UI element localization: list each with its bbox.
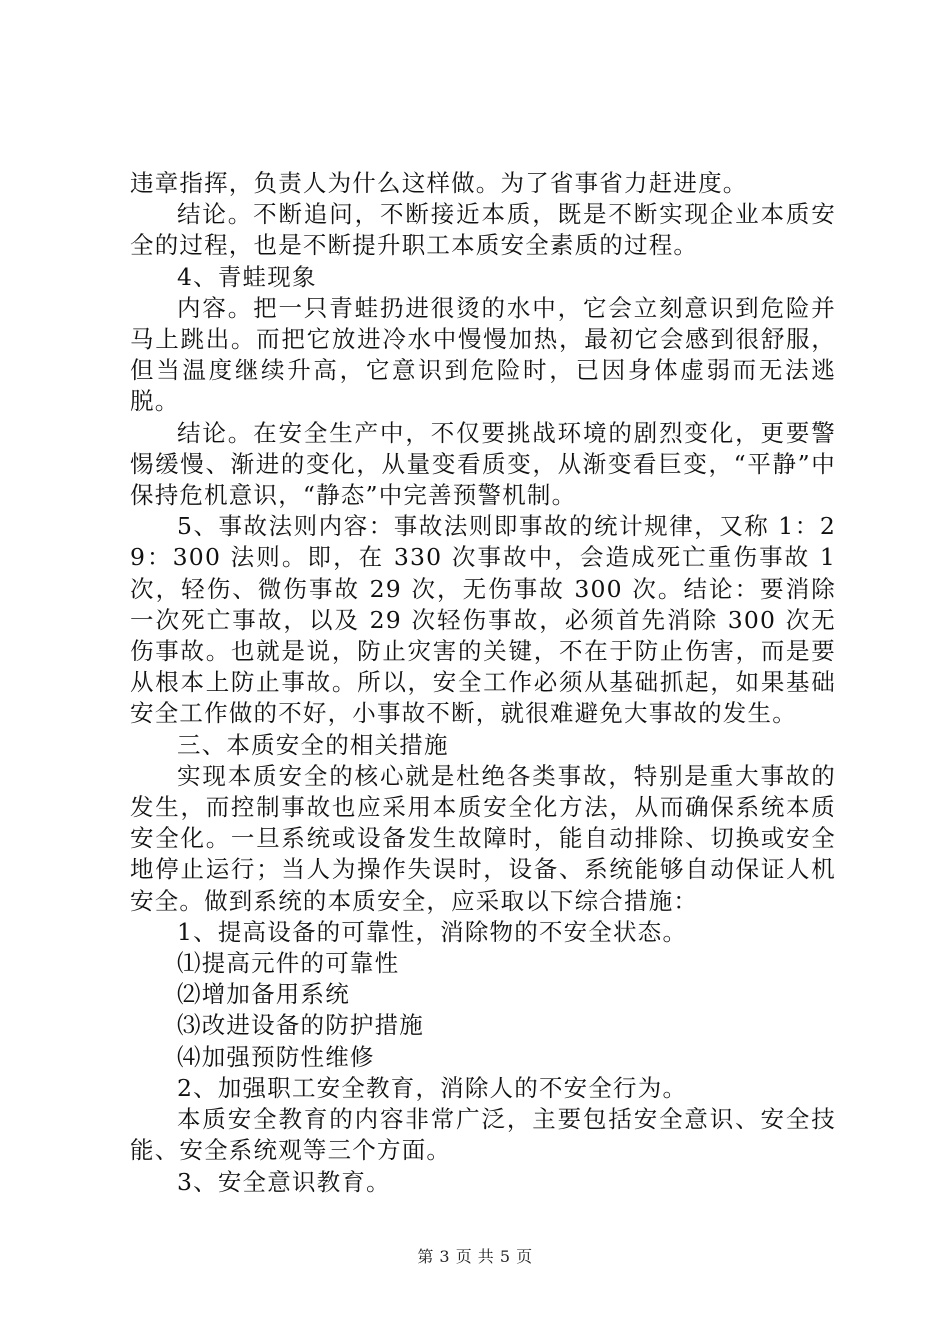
document-body bbox=[130, 168, 836, 1198]
page-number-footer: 第 3 页 共 5 页 bbox=[417, 1247, 533, 1266]
paragraph-education-content: 本质安全教育的内容非常广泛，主要包括安全意识、安全技能、安全系统观等三个方面。 bbox=[130, 1105, 836, 1165]
paragraph-accident-law: 5、事故法则内容：事故法则即事故的统计规律，又称 1：29：300 法则。即，在 330 次事故中，会造成死亡重伤事故 1 次，轻伤、微伤事故 29 次，无伤事故 300 次。结论：要消除一次死亡事故，以及 29 次轻伤事故，必须首先消除 300 次无伤事故。也就是说，防止灾害的关键，不在于防止伤害，而是要从根本上防止事故。所以，安全工作必须从基础抓起，如果基础安全工作做的不好，小事故不断，就很难避免大事故的发生。 bbox=[130, 512, 836, 728]
section-heading-frog-phenomenon: 4、青蛙现象 bbox=[177, 262, 317, 291]
list-item-4: ⑷加强预防性维修 bbox=[177, 1042, 375, 1071]
paragraph-measures-intro: 实现本质安全的核心就是杜绝各类事故，特别是重大事故的发生，而控制事故也应采用本质安全化方法，从而确保系统本质安全化。一旦系统或设备发生故障时，能自动排除、切换或安全地停止运行；当人为操作失误时，设备、系统能够自动保证人机安全。做到系统的本质安全，应采取以下综合措施： bbox=[130, 761, 836, 915]
list-item-2: ⑵增加备用系统 bbox=[177, 980, 350, 1009]
paragraph-frog-conclusion: 结论。在安全生产中，不仅要挑战环境的剧烈变化，更要警惕缓慢、渐进的变化，从量变看质变，从渐变看巨变，“平静”中保持危机意识，“静态”中完善预警机制。 bbox=[130, 418, 836, 510]
paragraph-1: 违章指挥，负责人为什么这样做。为了省事省力赶进度。 bbox=[130, 169, 748, 197]
section-heading-measures: 三、本质安全的相关措施 bbox=[177, 730, 449, 759]
list-item-1: ⑴提高元件的可靠性 bbox=[177, 949, 400, 978]
paragraph-2: 结论。不断追问，不断接近本质，既是不断实现企业本质安全的过程，也是不断提升职工本质安全素质的过程。 bbox=[130, 200, 836, 260]
list-item-3: ⑶改进设备的防护措施 bbox=[177, 1011, 424, 1040]
list-heading-equipment: 1、提高设备的可靠性，消除物的不安全状态。 bbox=[177, 917, 688, 946]
paragraph-frog-content: 内容。把一只青蛙扔进很烫的水中，它会立刻意识到危险并马上跳出。而把它放进冷水中慢慢加热，最初它会感到很舒服，但当温度继续升高，它意识到危险时，已因身体虚弱而无法逃脱。 bbox=[130, 293, 836, 416]
list-heading-education: 2、加强职工安全教育，消除人的不安全行为。 bbox=[177, 1073, 688, 1102]
list-heading-awareness: 3、安全意识教育。 bbox=[177, 1167, 391, 1196]
